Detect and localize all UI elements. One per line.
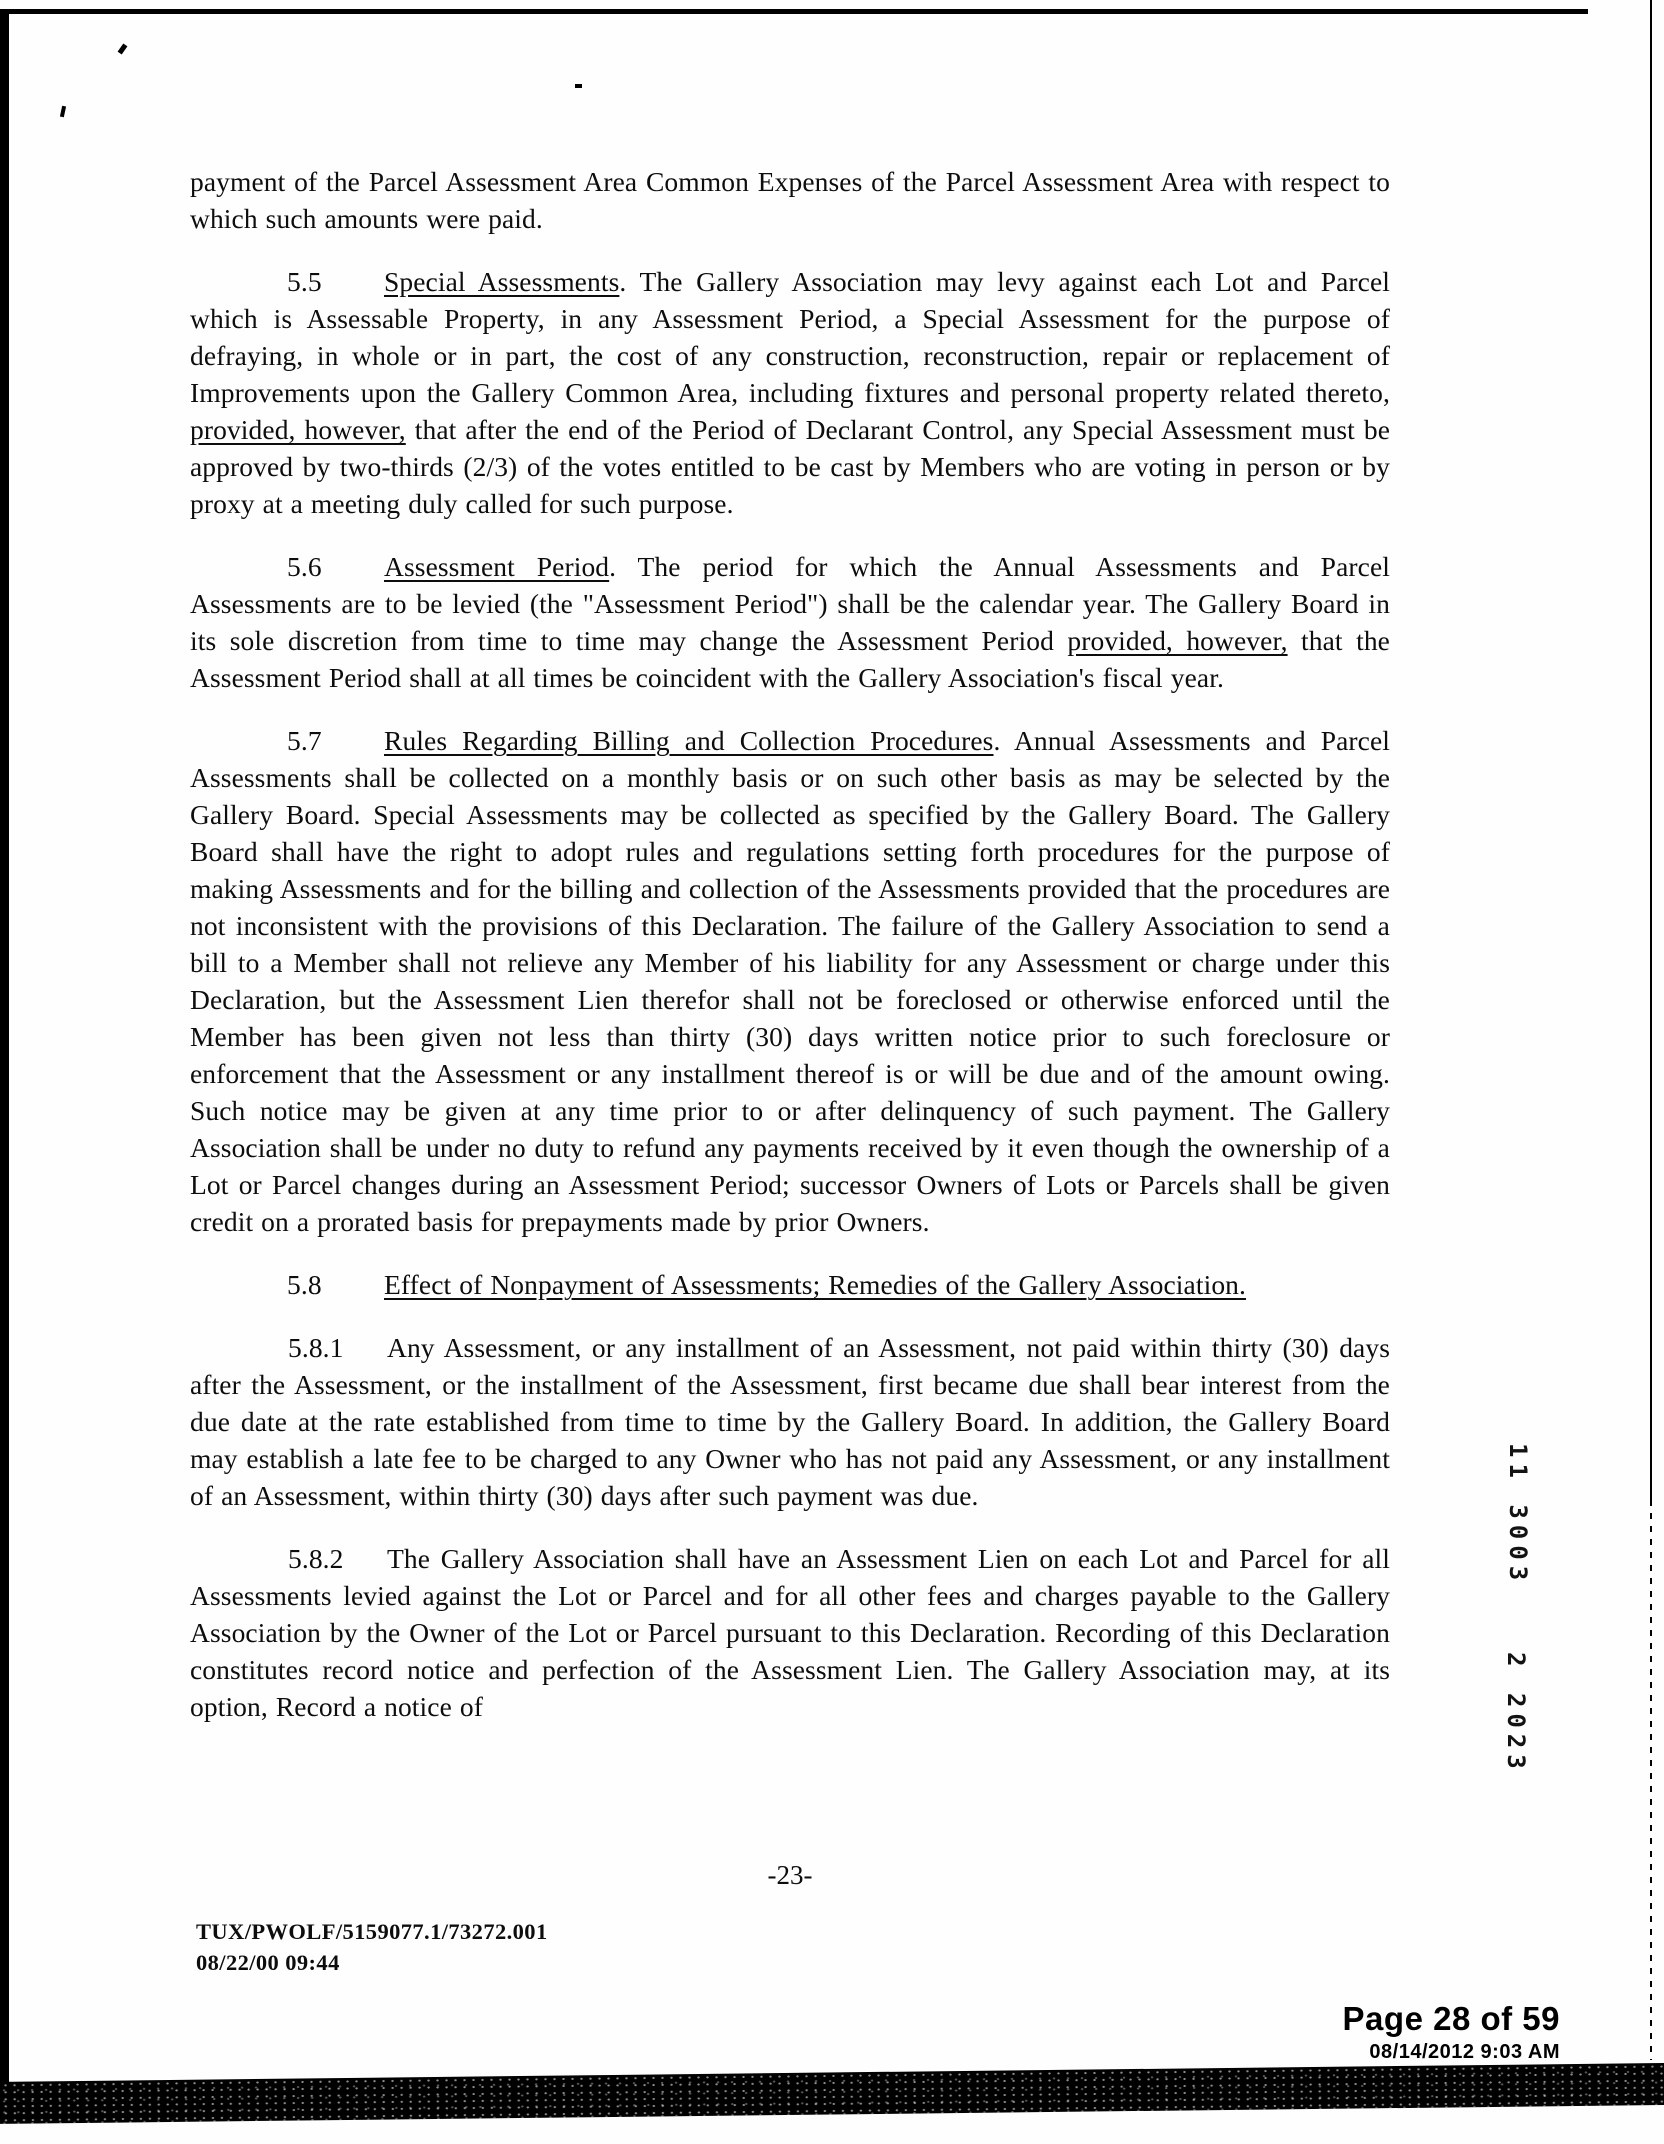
section-number: 5.6 <box>287 551 322 582</box>
stamp-page-label: Page 28 of 59 <box>1342 2000 1560 2037</box>
scan-edge-top-line <box>0 9 1588 14</box>
underlined-phrase: provided, however, <box>1067 625 1288 656</box>
section-body: . Annual Assessments and Parcel Assessments shall be collected on a monthly basis or on such other basis as may be selected by the Gallery Board. Special Assessments may be collected as specified by the Gallery Board. The Gallery Board shall have the right to adopt rules and regulations setting forth procedures for the purpose of making Assessments and for the billing and collection of the Assessments provided that the procedures are not inconsistent with the provisions of this Declaration. The failure of the Gallery Association to send a bill to a Member shall not relieve any Member of his liability for any Assessment or charge under this Declaration, but the Assessment Lien therefor shall not be foreclosed or otherwise enforced until the Member has been given not less than thirty (30) days written notice prior to such foreclosure or enforcement that the Assessment or any installment thereof is or will be due and of the amount owing. Such notice may be given at any time prior to or after delinquency of such payment. The Gallery Association shall be under no duty to refund any payments received by it even though the ownership of a Lot or Parcel changes during an Assessment Period; successor Owners of Lots or Parcels shall be given credit on a prorated basis for prepayments made by prior Owners. <box>190 725 1391 1237</box>
section-5-7 <box>190 722 1390 1240</box>
section-5-5 <box>190 263 1390 522</box>
subsection-5-8-2 <box>190 1540 1390 1725</box>
section-number: 5.5 <box>287 266 322 297</box>
section-body: that the Assessment Period shall at all times be coincident with the Gallery Association's fiscal year. <box>190 625 1390 693</box>
file-reference: TUX/PWOLF/5159077.1/73272.001 <box>196 1919 548 1944</box>
paragraph-text: payment of the Parcel Assessment Area Common Expenses of the Parcel Assessment Area with respect to which such amounts were paid. <box>190 166 1390 234</box>
section-body: . The Gallery Association may levy against each Lot and Parcel which is Assessable Property, in any Assessment Period, a Special Assessment for the purpose of defraying, in whole or in part, the cost of any construction, reconstruction, repair or replacement of Improvements upon the Gallery Common Area, including fixtures and personal property related thereto, <box>190 266 1390 408</box>
section-heading: Rules Regarding Billing and Collection Procedures <box>384 725 994 756</box>
footer-datetime: 08/22/00 09:44 <box>196 1950 340 1975</box>
scan-speck <box>60 106 66 118</box>
section-heading: Effect of Nonpayment of Assessments; Remedies of the Gallery Association. <box>384 1269 1247 1300</box>
subsection-number: 5.8.1 <box>288 1332 344 1363</box>
section-number: 5.7 <box>287 725 322 756</box>
document-body <box>190 163 1390 1751</box>
section-heading: Special Assessments <box>384 266 620 297</box>
efile-stamp <box>1343 2000 1560 2064</box>
scan-speck <box>575 84 582 88</box>
document-footer-id <box>196 1916 548 1978</box>
scan-edge-left-bar <box>0 10 9 2085</box>
underlined-phrase: provided, however, <box>190 414 406 445</box>
section-body: that after the end of the Period of Declarant Control, any Special Assessment must be approved by two-thirds (2/3) of the votes entitled to be cast by Members who are voting in person or by proxy at a meeting duly called for such purpose. <box>190 414 1391 519</box>
margin-stamp-top: 11 3003 <box>1504 1443 1532 1587</box>
scan-bottom-noise-bar <box>0 2063 1664 2124</box>
scan-edge-right-line-faded <box>1650 1500 1652 2060</box>
page-number: -23- <box>767 1860 813 1890</box>
scan-edge-right-line <box>1650 0 1652 1500</box>
section-body: . The period for which the Annual Assessments and Parcel Assessments are to be levied (the "Assessment Period") shall be the calendar year. The Gallery Board in its sole discretion from time to time may change the Assessment Period <box>190 551 1390 656</box>
subsection-5-8-1 <box>190 1329 1390 1514</box>
subsection-body: The Gallery Association shall have an Assessment Lien on each Lot and Parcel for all Assessments levied against the Lot or Parcel and for all other fees and charges payable to the Gallery Association by the Owner of the Lot or Parcel pursuant to this Declaration. Recording of this Declaration constitutes record notice and perfection of the Assessment Lien. The Gallery Association may, at its option, Record a notice of <box>190 1543 1390 1722</box>
stamp-timestamp: 08/14/2012 9:03 AM <box>1369 2041 1560 2063</box>
scan-speck <box>118 43 128 54</box>
section-number: 5.8 <box>287 1269 322 1300</box>
continuation-paragraph <box>190 163 1390 237</box>
section-5-8 <box>190 1266 1390 1303</box>
section-5-6 <box>190 548 1390 696</box>
section-heading: Assessment Period <box>384 551 610 582</box>
margin-stamp-bottom: 2 2023 <box>1502 1652 1530 1775</box>
subsection-body: Any Assessment, or any installment of an Assessment, not paid within thirty (30) days after the Assessment, or the installment of the Assessment, first became due shall bear interest from the due date at the rate established from time to time by the Gallery Board. In addition, the Gallery Board may establish a late fee to be charged to any Owner who has not paid any Assessment, or any installment of an Assessment, within thirty (30) days after such payment was due. <box>190 1332 1390 1511</box>
subsection-number: 5.8.2 <box>288 1543 344 1574</box>
